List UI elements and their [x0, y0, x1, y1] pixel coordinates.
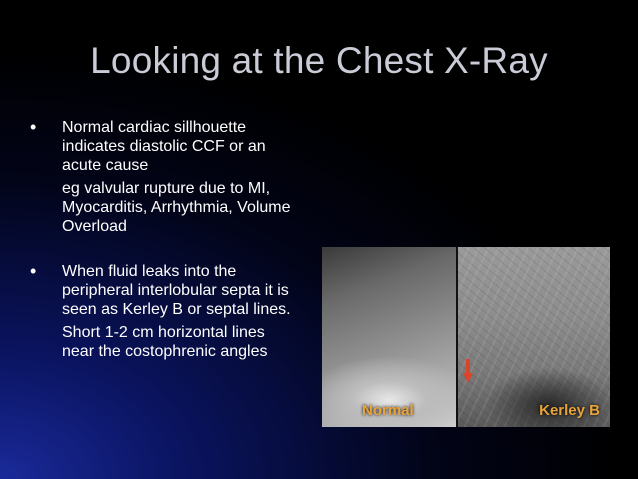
bullet-dot: • — [30, 261, 37, 281]
slide-title: Looking at the Chest X-Ray — [90, 40, 548, 81]
bullet-dot: • — [30, 117, 37, 137]
bullet-subtext: Short 1-2 cm horizontal lines near the costophrenic angles — [62, 324, 268, 360]
bullet-item-2 — [30, 262, 300, 361]
bullet-subtext: eg valvular rupture due to MI, Myocarditis, Arrhythmia, Volume Overload — [62, 180, 291, 235]
bullet-text: Normal cardiac sillhouette indicates diastolic CCF or an acute cause — [62, 119, 266, 174]
bullet-text: When fluid leaks into the peripheral interlobular septa it is seen as Kerley B or septal lines. — [62, 263, 291, 318]
kerley-b-label: Kerley B — [539, 402, 600, 419]
chest-xray-image — [322, 247, 610, 427]
normal-xray-panel — [322, 247, 456, 427]
down-arrow-icon — [463, 359, 473, 383]
bullet-item-1 — [30, 118, 300, 236]
kerley-b-xray-panel — [458, 247, 610, 427]
normal-label: Normal — [362, 402, 414, 419]
